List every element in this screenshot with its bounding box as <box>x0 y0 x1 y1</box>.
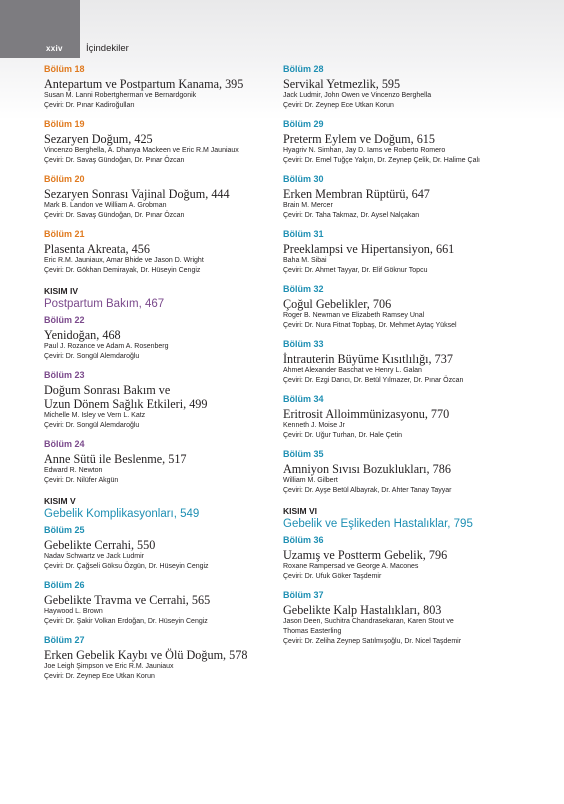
chapter-label: Bölüm 31 <box>283 229 324 239</box>
chapter-title: Preterm Eylem ve Doğum, 615 <box>283 132 435 146</box>
toc-entry-ch24[interactable] <box>44 439 282 486</box>
toc-entry-ch22[interactable] <box>44 315 282 362</box>
chapter-translators: Çeviri: Dr. Çağseli Göksu Özgün, Dr. Hüseyin Cengiz <box>44 563 209 570</box>
toc-right-column <box>283 64 521 655</box>
part-title: Gebelik Komplikasyonları, 549 <box>44 508 200 520</box>
chapter-label: Bölüm 19 <box>44 119 85 129</box>
chapter-authors: Michelle M. Isley ve Vern L. Katz <box>44 412 146 419</box>
chapter-title: Servikal Yetmezlik, 595 <box>283 77 401 91</box>
part-heading-vi[interactable] <box>283 506 521 531</box>
chapter-authors: Roxane Rampersad ve George A. Macones <box>283 563 419 570</box>
chapter-title: Uzamış ve Postterm Gebelik, 796 <box>283 548 448 562</box>
chapter-title: Gebelikte Travma ve Cerrahi, 565 <box>44 593 211 607</box>
toc-entry-ch34[interactable] <box>283 394 521 441</box>
chapter-title-line-1: Doğum Sonrası Bakım ve <box>44 383 171 397</box>
chapter-authors: Eric R.M. Jauniaux, Amar Bhide ve Jason D. Wright <box>44 257 204 264</box>
chapter-authors: Jack Ludmir, John Owen ve Vincenzo Berghella <box>283 92 432 99</box>
chapter-title: Yenidoğan, 468 <box>44 328 121 342</box>
chapter-translators: Çeviri: Dr. Savaş Gündoğan, Dr. Pınar Özcan <box>44 157 185 164</box>
toc-entry-ch32[interactable] <box>283 284 521 331</box>
chapter-authors: Edward R. Newton <box>44 467 103 474</box>
chapter-label: Bölüm 18 <box>44 64 85 74</box>
part-title: Postpartum Bakım, 467 <box>44 298 165 310</box>
chapter-label: Bölüm 20 <box>44 174 85 184</box>
chapter-translators: Çeviri: Dr. Zeynep Ece Utkan Korun <box>44 673 155 680</box>
chapter-title: Sezaryen Sonrası Vajinal Doğum, 444 <box>44 187 230 201</box>
chapter-authors: Hyagriv N. Simhan, Jay D. Iams ve Roberto Romero <box>283 147 446 154</box>
chapter-authors: Haywood L. Brown <box>44 608 103 615</box>
toc-entry-ch29[interactable] <box>283 119 521 166</box>
chapter-authors: Mark B. Landon ve William A. Grobman <box>44 202 167 209</box>
chapter-authors: Baha M. Sibai <box>283 257 327 264</box>
chapter-translators: Çeviri: Dr. Ezgi Darıcı, Dr. Betül Yılmazer, Dr. Pınar Özcan <box>283 377 464 384</box>
chapter-label: Bölüm 27 <box>44 635 85 645</box>
part-label: KISIM V <box>44 496 76 506</box>
chapter-title: Sezaryen Doğum, 425 <box>44 132 153 146</box>
chapter-authors: William M. Gilbert <box>283 477 338 484</box>
toc-entry-ch18[interactable] <box>44 64 282 111</box>
chapter-title-line-2: Uzun Dönem Sağlık Etkileri, 499 <box>44 397 208 411</box>
toc-entry-ch30[interactable] <box>283 174 521 221</box>
part-label: KISIM IV <box>44 286 79 296</box>
chapter-authors: Paul J. Rozance ve Adam A. Rosenberg <box>44 343 169 350</box>
toc-entry-ch21[interactable] <box>44 229 282 276</box>
chapter-label: Bölüm 23 <box>44 370 85 380</box>
chapter-translators: Çeviri: Dr. Ufuk Göker Taşdemir <box>283 573 382 580</box>
toc-entry-ch19[interactable] <box>44 119 282 166</box>
chapter-translators: Çeviri: Dr. Taha Takmaz, Dr. Aysel Nalçakan <box>283 212 420 219</box>
chapter-title: Çoğul Gebelikler, 706 <box>283 297 392 311</box>
chapter-label: Bölüm 28 <box>283 64 324 74</box>
chapter-translators: Çeviri: Dr. Zeynep Ece Utkan Korun <box>283 102 394 109</box>
chapter-title: Eritrosit Alloimmünizasyonu, 770 <box>283 407 450 421</box>
toc-entry-ch31[interactable] <box>283 229 521 276</box>
chapter-translators: Çeviri: Dr. Zeliha Zeynep Satılmışoğlu, Dr. Nicel Taşdemir <box>283 638 462 645</box>
chapter-title: Erken Membran Rüptürü, 647 <box>283 187 430 201</box>
running-head: İçindekiler <box>86 43 129 54</box>
chapter-authors-line-2: Thomas Easterling <box>283 628 342 635</box>
chapter-title: Erken Gebelik Kaybı ve Ölü Doğum, 578 <box>44 648 248 662</box>
toc-entry-ch33[interactable] <box>283 339 521 386</box>
toc-entry-ch35[interactable] <box>283 449 521 496</box>
chapter-authors: Susan M. Lanni Robertgherman ve Bernardgonik <box>44 92 197 99</box>
chapter-translators: Çeviri: Dr. Ahmet Tayyar, Dr. Elif Göknur Topcu <box>283 267 428 274</box>
chapter-authors: Roger B. Newman ve Elizabeth Ramsey Unal <box>283 312 425 319</box>
chapter-label: Bölüm 36 <box>283 535 324 545</box>
chapter-label: Bölüm 22 <box>44 315 85 325</box>
chapter-label: Bölüm 37 <box>283 590 324 600</box>
chapter-authors: Ahmet Alexander Baschat ve Henry L. Galan <box>283 367 422 374</box>
chapter-title: Plasenta Akreata, 456 <box>44 242 150 256</box>
chapter-label: Bölüm 32 <box>283 284 324 294</box>
chapter-title: Antepartum ve Postpartum Kanama, 395 <box>44 77 244 91</box>
chapter-label: Bölüm 24 <box>44 439 85 449</box>
chapter-translators: Çeviri: Dr. Ayşe Betül Albayrak, Dr. Ahter Tanay Tayyar <box>283 487 452 494</box>
part-heading-v[interactable] <box>44 496 282 521</box>
chapter-authors: Joe Leigh Şimpson ve Eric R.M. Jauniaux <box>44 663 174 670</box>
chapter-translators: Çeviri: Dr. Savaş Gündoğan, Dr. Pınar Özcan <box>44 212 185 219</box>
toc-entry-ch36[interactable] <box>283 535 521 582</box>
toc-entry-ch20[interactable] <box>44 174 282 221</box>
toc-entry-ch26[interactable] <box>44 580 282 627</box>
chapter-authors-line-1: Jason Deen, Suchitra Chandrasekaran, Karen Stout ve <box>283 618 454 625</box>
chapter-translators: Çeviri: Dr. Nilüfer Akgün <box>44 477 119 484</box>
chapter-title: Anne Sütü ile Beslenme, 517 <box>44 452 187 466</box>
chapter-label: Bölüm 29 <box>283 119 324 129</box>
chapter-translators: Çeviri: Dr. Emel Tuğçe Yalçın, Dr. Zeynep Çelik, Dr. Halime Çalı <box>283 157 480 164</box>
chapter-translators: Çeviri: Dr. Şakir Volkan Erdoğan, Dr. Hüseyin Cengiz <box>44 618 208 625</box>
chapter-translators: Çeviri: Dr. Songül Alemdaroğlu <box>44 422 140 429</box>
toc-entry-ch23[interactable] <box>44 370 282 431</box>
chapter-label: Bölüm 34 <box>283 394 324 404</box>
chapter-authors: Vincenzo Berghella, A. Dhanya Mackeen ve Eric R.M Jauniaux <box>44 147 239 154</box>
chapter-translators: Çeviri: Dr. Pınar Kadiroğulları <box>44 102 135 109</box>
page-number: xxiv <box>46 44 63 53</box>
chapter-authors: Nadav Schwartz ve Jack Ludmir <box>44 553 144 560</box>
chapter-label: Bölüm 26 <box>44 580 85 590</box>
toc-entry-ch27[interactable] <box>44 635 282 682</box>
chapter-authors: Kenneth J. Moise Jr <box>283 422 345 429</box>
toc-entry-ch28[interactable] <box>283 64 521 111</box>
part-title: Gebelik ve Eşlikeden Hastalıklar, 795 <box>283 518 473 530</box>
chapter-title: Preeklampsi ve Hipertansiyon, 661 <box>283 242 455 256</box>
chapter-translators: Çeviri: Dr. Songül Alemdaroğlu <box>44 353 140 360</box>
toc-entry-ch25[interactable] <box>44 525 282 572</box>
chapter-label: Bölüm 35 <box>283 449 324 459</box>
chapter-authors: Brain M. Mercer <box>283 202 333 209</box>
part-label: KISIM VI <box>283 506 318 516</box>
chapter-title: Gebelikte Kalp Hastalıkları, 803 <box>283 603 442 617</box>
chapter-title: Gebelikte Cerrahi, 550 <box>44 538 156 552</box>
chapter-label: Bölüm 30 <box>283 174 324 184</box>
chapter-label: Bölüm 21 <box>44 229 85 239</box>
chapter-translators: Çeviri: Dr. Uğur Turhan, Dr. Hale Çetin <box>283 432 403 439</box>
toc-left-column <box>44 64 282 690</box>
header-tab <box>0 0 80 58</box>
chapter-translators: Çeviri: Dr. Nura Fitnat Topbaş, Dr. Mehmet Aytaç Yüksel <box>283 322 457 329</box>
chapter-translators: Çeviri: Dr. Gökhan Demirayak, Dr. Hüseyin Cengiz <box>44 267 201 274</box>
chapter-label: Bölüm 25 <box>44 525 85 535</box>
part-heading-iv[interactable] <box>44 286 282 311</box>
chapter-label: Bölüm 33 <box>283 339 324 349</box>
chapter-title: İntrauterin Büyüme Kısıtlılığı, 737 <box>283 352 453 366</box>
toc-entry-ch37[interactable] <box>283 590 521 647</box>
chapter-title: Amniyon Sıvısı Bozuklukları, 786 <box>283 462 451 476</box>
